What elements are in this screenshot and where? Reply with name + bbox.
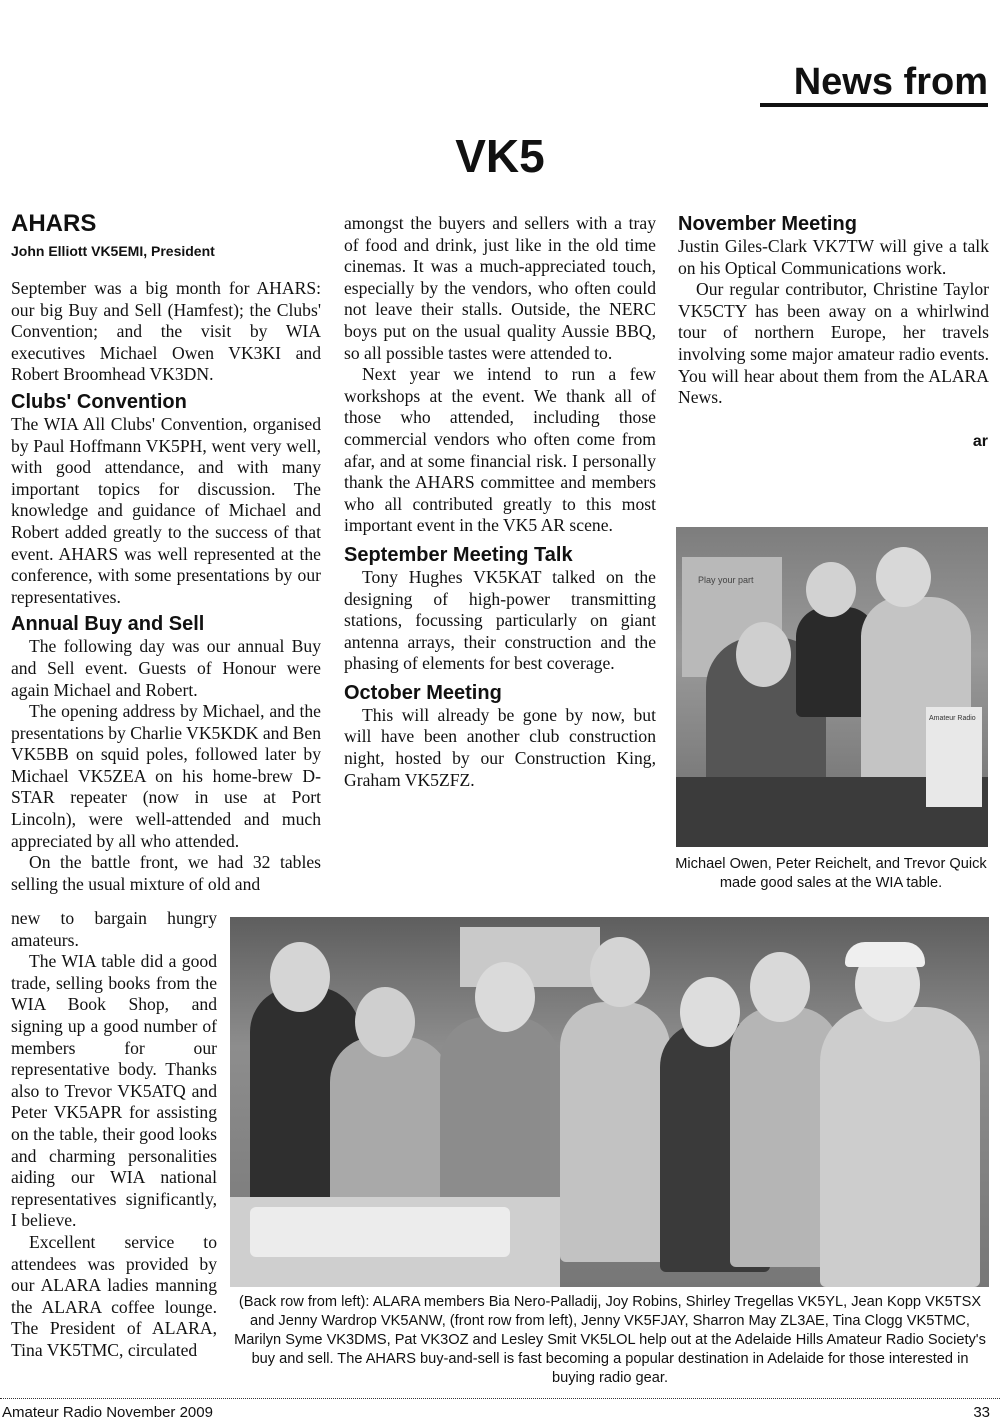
paragraph-battle: On the battle front, we had 32 tables selling the usual mixture of old and [11, 852, 321, 894]
photo2-caption: (Back row from left): ALARA members Bia Nero-Palladij, Joy Robins, Shirley Tregellas VK5YL, Jean Kopp VK5TSX and Jenny Wardrop VK5ANW, (front row from left), Jenny VK5FJAY, Sharron May ZL3AE, Tina Clogg VK5TMC, Marilyn Syme VK3DMS, Pat VK3OZ and Lesley Smit VK5LOL help out at the Adelaide Hills Amateur Radio Society's buy and sell. The AHARS buy-and-sell is fast becoming a popular destination in Adelaide for those interested in buying radio gear. [234, 1294, 986, 1386]
person-7 [820, 1007, 980, 1287]
wia-table-photo [676, 527, 988, 847]
person-1-head [270, 942, 330, 1012]
paragraph-regular: Our regular contributor, Christine Taylor VK5CTY has been away on a whirlwind tour of northern Europe, her travels involving some major amateur radio events. You will hear about them from the ALARA News. [678, 279, 989, 408]
cap-icon [845, 942, 925, 967]
paragraph-buysell-1: The following day was our annual Buy and Sell event. Guests of Honour were again Michael and Robert. [11, 636, 321, 700]
photo1-caption: Michael Owen, Peter Reichelt, and Trevor Quick made good sales at the WIA table. [675, 856, 987, 891]
paragraph-september: Tony Hughes VK5KAT talked on the designing of high-power transmitting stations, focussing particularly on giant antenna arrays, their construction and the phasing of elements for best coverage. [344, 566, 656, 674]
book-title: Amateur Radio [929, 715, 976, 722]
page-number: 33 [973, 1404, 990, 1421]
paragraph-battle-cont: new to bargain hungry amateurs. [11, 908, 217, 950]
heading-clubs-convention: Clubs' Convention [11, 390, 187, 413]
person-standing-1-head [806, 562, 856, 617]
byline: John Elliott VK5EMI, President [11, 243, 215, 259]
heading-november: November Meeting [678, 213, 857, 235]
article-title: AHARS [11, 210, 97, 237]
person-seated-head [736, 622, 791, 687]
heading-buy-and-sell: Annual Buy and Sell [11, 613, 205, 636]
footer-publication: Amateur Radio November 2009 [2, 1404, 213, 1421]
alara-members-photo [230, 917, 989, 1287]
page-title: VK5 [455, 130, 545, 182]
heading-september: September Meeting Talk [344, 543, 573, 566]
paragraph-buysell-2: The opening address by Michael, and the presentations by Charlie VK5KDK and Ben VK5BB on squid poles, followed later by Michael VK5ZEA on his home-brew D-STAR repeater (now in use at Port Lincoln), were well-attended and much appreciated by all who attended. [11, 701, 321, 851]
paragraph-convention: The WIA All Clubs' Convention, organised by Paul Hoffmann VK5PH, went very well, with good attendance, and with many important topics for discussion. The knowledge and guidance of Michael and Robert added greatly to the success of that event. AHARS was well represented at the conference, with some presentations by our representatives. [11, 413, 321, 607]
book-stand [926, 707, 982, 807]
person-4-head [590, 937, 650, 1007]
food-trays [250, 1207, 510, 1257]
paragraph-next-year: Next year we intend to run a few workshops at the event. We thank all of those who attended, including those commercial vendors who often come from afar, and at some financial risk. I personally thank the AHARS committee and members who all contributed greatly to this most important event in the VK5 AR scene. [344, 364, 656, 536]
section-header: News from [793, 61, 988, 103]
paragraph-october: This will already be gone by now, but will have been another club construction night, hosted by our Construction King, Graham VK5ZFZ. [344, 704, 656, 790]
person-5-head [680, 977, 740, 1047]
end-mark: ar [972, 433, 988, 450]
heading-october: October Meeting [344, 681, 502, 704]
paragraph-wia-table: The WIA table did a good trade, selling books from the WIA Book Shop, and signing up a good number of members for our representative body. Thanks also to Trevor VK5ATQ and Peter VK5APR for assisting on the table, their good looks and charming personalities aiding our WIA national representatives significantly, I believe. [11, 951, 217, 1231]
column-2 [344, 213, 656, 791]
person-3-head [475, 962, 535, 1032]
person-4 [560, 1002, 670, 1262]
sign-play-your-part: Play your part [698, 575, 754, 585]
column-1 [11, 210, 321, 895]
column-1-narrow [11, 908, 217, 1361]
paragraph-november: Justin Giles-Clark VK7TW will give a talk on his Optical Communications work. [678, 236, 989, 278]
person-2-head [355, 987, 415, 1057]
person-standing-2-head [876, 547, 931, 607]
person-6-head [750, 952, 810, 1022]
intro-paragraph: September was a big month for AHARS: our big Buy and Sell (Hamfest); the Clubs' Convention; and the visit by WIA executives Michael Owen VK3KI and Robert Broomhead VK3DN. [11, 278, 321, 385]
paragraph-service: Excellent service to attendees was provided by our ALARA ladies manning the ALARA coffee lounge. The President of ALARA, Tina VK5TMC, circulated [11, 1231, 217, 1360]
paragraph-continued: amongst the buyers and sellers with a tray of food and drink, just like in the old time cinemas. It was a much-appreciated touch, especially by the vendors, who often could not leave their stalls. Outside, the NERC boys put on the usual quality Aussie BBQ, so all possible tastes were attended to. [344, 213, 656, 363]
column-3 [678, 212, 989, 409]
footer-rule [0, 1398, 1000, 1400]
